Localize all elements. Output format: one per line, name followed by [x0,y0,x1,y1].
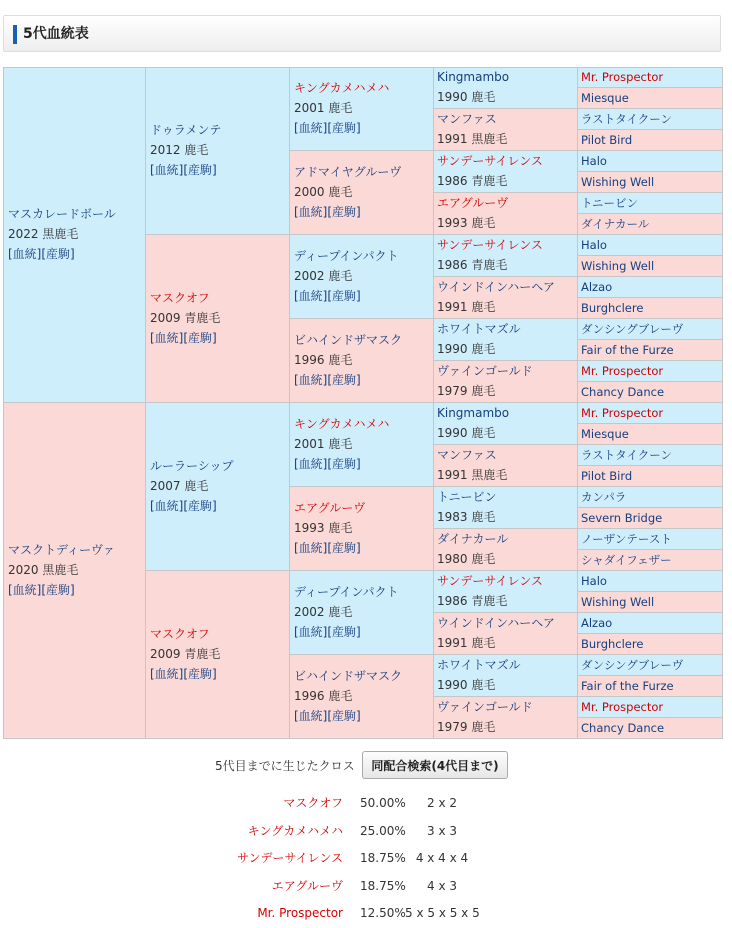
horse-name-link[interactable]: Miesque [581,91,629,105]
pedigree-cell-gen5 [578,67,723,88]
cross-percent: 25.00% [360,824,406,838]
horse-name-link[interactable]: ディープインパクト [294,585,399,599]
horse-year-color: 1993 鹿毛 [437,216,496,230]
pedigree-cell-gen3 [290,151,434,235]
horse-name-link[interactable]: ウインドインハーヘア [437,616,555,630]
horse-year-color: 2001 鹿毛 [294,101,353,115]
horse-year-color: 2002 鹿毛 [294,605,353,619]
horse-name-link[interactable]: マスクトディーヴァ [8,543,115,557]
pedigree-cell-gen5 [578,298,723,319]
horse-name-link[interactable]: Wishing Well [581,259,655,273]
cross-horse-link[interactable]: マスクオフ [283,796,343,810]
horse-name-link[interactable]: ダンシングブレーヴ [581,322,684,336]
pedigree-top-border [3,67,723,68]
cross-percent: 18.75% [360,851,406,865]
horse-year-color: 2000 鹿毛 [294,185,353,199]
horse-name-link[interactable]: ディープインパクト [294,249,399,263]
pedigree-cell-gen5 [578,676,723,697]
pedigree-cell-gen5 [578,403,723,424]
pedigree-cell-gen5 [578,109,723,130]
horse-name-link[interactable]: Severn Bridge [581,511,663,525]
horse-name-link[interactable]: Kingmambo [437,406,510,420]
pedigree-offspring-links[interactable]: [血統][産駒] [294,625,361,639]
horse-name-link[interactable]: ヴァインゴールド [437,700,533,714]
horse-name-link[interactable]: トニービン [437,490,497,504]
pedigree-cell-gen4 [434,487,578,529]
pedigree-cell-gen4 [434,529,578,571]
pedigree-offspring-links[interactable]: [血統][産駒] [150,163,217,177]
cross-generations: 2 x 2 [427,796,457,810]
cross-label: 5代目までに生じたクロス [215,759,355,773]
pedigree-cell-gen4 [434,109,578,151]
horse-name-link[interactable]: ドゥラメンテ [150,123,222,137]
pedigree-cell-gen5 [578,466,723,487]
section-title: 5代血統表 [23,26,89,42]
horse-name-link[interactable]: Halo [581,154,607,168]
pedigree-cell-gen5 [578,487,723,508]
pedigree-offspring-links[interactable]: [血統][産駒] [294,709,361,723]
pedigree-cell-gen4 [434,277,578,319]
horse-name-link[interactable]: Pilot Bird [581,469,633,483]
horse-name-link[interactable]: マスカレードボール [8,207,116,221]
cross-row [0,821,732,841]
pedigree-cell-gen5 [578,529,723,550]
horse-name-link[interactable]: キングカメハメハ [294,417,390,431]
pedigree-cell-gen2 [146,67,290,235]
horse-name-link[interactable]: トニービン [581,196,639,210]
horse-name-link[interactable]: ラストタイクーン [581,112,672,126]
pedigree-cell-gen2 [146,403,290,571]
cross-generations: 5 x 5 x 5 x 5 [405,906,480,920]
horse-name-link[interactable]: Halo [581,238,607,252]
horse-name-link[interactable]: Mr. Prospector [581,70,664,84]
horse-name-link[interactable]: サンデーサイレンス [437,574,543,588]
pedigree-cell-gen4 [434,445,578,487]
pedigree-cell-gen4 [434,361,578,403]
horse-name-link[interactable]: ダンシングブレーヴ [581,658,684,672]
pedigree-cell-gen3 [290,319,434,403]
pedigree-cell-gen1 [3,403,146,739]
horse-name-link[interactable]: Chancy Dance [581,385,665,399]
pedigree-cell-gen5 [578,319,723,340]
pedigree-cell-gen3 [290,571,434,655]
horse-name-link[interactable]: Kingmambo [437,70,510,84]
pedigree-cell-gen5 [578,277,723,298]
horse-name-link[interactable]: ルーラーシップ [150,459,234,473]
horse-year-color: 1991 黒鹿毛 [437,468,508,482]
horse-year-color: 1991 鹿毛 [437,636,496,650]
pedigree-cell-gen5 [578,256,723,277]
horse-name-link[interactable]: アドマイヤグルーヴ [294,165,402,179]
horse-name-link[interactable]: ダイナカール [581,217,650,231]
pedigree-cell-gen5 [578,550,723,571]
horse-name-link[interactable]: Alzao [581,280,613,294]
horse-name-link[interactable]: Burghclere [581,637,644,651]
horse-year-color: 1979 鹿毛 [437,720,496,734]
cross-horse-link[interactable]: サンデーサイレンス [237,851,343,865]
horse-year-color: 1990 鹿毛 [437,678,496,692]
horse-name-link[interactable]: キングカメハメハ [294,81,390,95]
horse-name-link[interactable]: ウインドインハーヘア [437,280,555,294]
pedigree-cell-gen4 [434,67,578,109]
pedigree-cell-gen3 [290,235,434,319]
pedigree-offspring-links[interactable]: [血統][産駒] [294,289,361,303]
horse-name-link[interactable]: Alzao [581,616,613,630]
pedigree-cell-gen5 [578,88,723,109]
pedigree-cell-gen3 [290,67,434,151]
pedigree-cell-gen2 [146,235,290,403]
horse-name-link[interactable]: Mr. Prospector [581,406,664,420]
horse-name-link[interactable]: ヴァインゴールド [437,364,533,378]
pedigree-cell-gen5 [578,130,723,151]
pedigree-cell-gen4 [434,151,578,193]
pedigree-cell-gen2 [146,571,290,739]
pedigree-cell-gen5 [578,361,723,382]
cross-horse-link[interactable]: Mr. Prospector [257,906,343,920]
pedigree-cell-gen5 [578,613,723,634]
pedigree-cell-gen1 [3,67,146,403]
cross-horse-link[interactable]: キングカメハメハ [247,824,343,838]
horse-year-color: 2009 青鹿毛 [150,311,221,325]
horse-name-link[interactable]: エアグルーヴ [294,501,366,515]
pedigree-offspring-links[interactable]: [血統][産駒] [294,457,361,471]
section-header [3,15,721,52]
horse-name-link[interactable]: ノーザンテースト [581,532,672,546]
pedigree-cell-gen5 [578,571,723,592]
pedigree-offspring-links[interactable]: [血統][産駒] [294,541,361,555]
horse-name-link[interactable]: ラストタイクーン [581,448,672,462]
pedigree-offspring-links[interactable]: [血統][産駒] [8,247,75,261]
pedigree-cell-gen5 [578,151,723,172]
pedigree-offspring-links[interactable]: [血統][産駒] [150,331,217,345]
pedigree-cell-gen5 [578,697,723,718]
horse-name-link[interactable]: Fair of the Furze [581,343,674,357]
cross-percent: 12.50% [360,906,406,920]
horse-year-color: 1980 鹿毛 [437,552,496,566]
pedigree-cell-gen5 [578,382,723,403]
pedigree-cell-gen4 [434,655,578,697]
pedigree-offspring-links[interactable]: [血統][産駒] [8,583,75,597]
pedigree-cell-gen3 [290,655,434,739]
pedigree-offspring-links[interactable]: [血統][産駒] [294,205,361,219]
horse-name-link[interactable]: Wishing Well [581,175,655,189]
horse-year-color: 1993 鹿毛 [294,521,353,535]
pedigree-cell-gen5 [578,235,723,256]
horse-name-link[interactable]: マスクオフ [150,627,210,641]
pedigree-cell-gen4 [434,193,578,235]
cross-horse-link[interactable]: エアグルーヴ [271,879,343,893]
horse-year-color: 2020 黒鹿毛 [8,563,79,577]
pedigree-cell-gen5 [578,172,723,193]
cross-row [0,903,732,923]
pedigree-cell-gen4 [434,613,578,655]
horse-name-link[interactable]: マンファス [437,112,497,126]
horse-year-color: 1996 鹿毛 [294,689,353,703]
pedigree-cell-gen5 [578,508,723,529]
horse-name-link[interactable]: マンファス [437,448,497,462]
horse-name-link[interactable]: カンパラ [581,490,627,504]
pedigree-cell-gen4 [434,697,578,739]
horse-year-color: 1990 鹿毛 [437,90,496,104]
same-mating-search-button[interactable]: 同配合検索(4代目まで) [362,751,508,779]
pedigree-offspring-links[interactable]: [血統][産駒] [150,667,217,681]
pedigree-cell-gen5 [578,634,723,655]
cross-row [0,793,732,813]
pedigree-offspring-links[interactable]: [血統][産駒] [294,121,361,135]
horse-year-color: 1990 鹿毛 [437,342,496,356]
pedigree-table [3,67,723,739]
horse-name-link[interactable]: Burghclere [581,301,644,315]
pedigree-offspring-links[interactable]: [血統][産駒] [150,499,217,513]
horse-name-link[interactable]: Fair of the Furze [581,679,674,693]
horse-year-color: 1986 青鹿毛 [437,174,508,188]
horse-year-color: 1983 鹿毛 [437,510,496,524]
cross-row [0,876,732,896]
pedigree-cell-gen4 [434,403,578,445]
cross-percent: 18.75% [360,879,406,893]
horse-year-color: 1979 鹿毛 [437,384,496,398]
horse-name-link[interactable]: Mr. Prospector [581,364,664,378]
horse-name-link[interactable]: Wishing Well [581,595,655,609]
pedigree-cell-gen5 [578,424,723,445]
pedigree-cell-gen5 [578,592,723,613]
horse-year-color: 1996 鹿毛 [294,353,353,367]
cross-row [0,848,732,868]
horse-year-color: 2022 黒鹿毛 [8,227,79,241]
pedigree-cell-gen3 [290,403,434,487]
pedigree-cell-gen5 [578,193,723,214]
horse-year-color: 2007 鹿毛 [150,479,209,493]
pedigree-cell-gen5 [578,445,723,466]
horse-year-color: 2002 鹿毛 [294,269,353,283]
cross-generations: 4 x 3 [427,879,457,893]
horse-name-link[interactable]: シャダイフェザー [581,553,672,567]
horse-name-link[interactable]: マスクオフ [150,291,210,305]
cross-percent: 50.00% [360,796,406,810]
horse-year-color: 1990 鹿毛 [437,426,496,440]
horse-name-link[interactable]: エアグルーヴ [437,196,509,210]
horse-name-link[interactable]: ホワイトマズル [437,322,521,336]
horse-year-color: 1991 黒鹿毛 [437,132,508,146]
horse-name-link[interactable]: Halo [581,574,607,588]
horse-year-color: 2012 鹿毛 [150,143,209,157]
header-accent-bar [13,25,17,44]
horse-name-link[interactable]: ダイナカール [437,532,509,546]
horse-name-link[interactable]: Mr. Prospector [581,700,664,714]
pedigree-offspring-links[interactable]: [血統][産駒] [294,373,361,387]
horse-year-color: 1986 青鹿毛 [437,258,508,272]
horse-year-color: 1986 青鹿毛 [437,594,508,608]
horse-year-color: 2009 青鹿毛 [150,647,221,661]
pedigree-cell-gen3 [290,487,434,571]
cross-generations: 4 x 4 x 4 [415,851,469,865]
pedigree-cell-gen5 [578,340,723,361]
pedigree-cell-gen5 [578,655,723,676]
pedigree-cell-gen4 [434,571,578,613]
horse-year-color: 1991 鹿毛 [437,300,496,314]
pedigree-cell-gen4 [434,319,578,361]
horse-name-link[interactable]: サンデーサイレンス [437,154,543,168]
horse-year-color: 2001 鹿毛 [294,437,353,451]
pedigree-cell-gen5 [578,214,723,235]
horse-name-link[interactable]: ホワイトマズル [437,658,521,672]
horse-name-link[interactable]: サンデーサイレンス [437,238,543,252]
horse-name-link[interactable]: Pilot Bird [581,133,633,147]
horse-name-link[interactable]: ビハインドザマスク [294,333,403,347]
pedigree-cell-gen4 [434,235,578,277]
cross-generations: 3 x 3 [427,824,457,838]
horse-name-link[interactable]: Miesque [581,427,629,441]
pedigree-cell-gen5 [578,718,723,739]
horse-name-link[interactable]: Chancy Dance [581,721,665,735]
horse-name-link[interactable]: ビハインドザマスク [294,669,403,683]
